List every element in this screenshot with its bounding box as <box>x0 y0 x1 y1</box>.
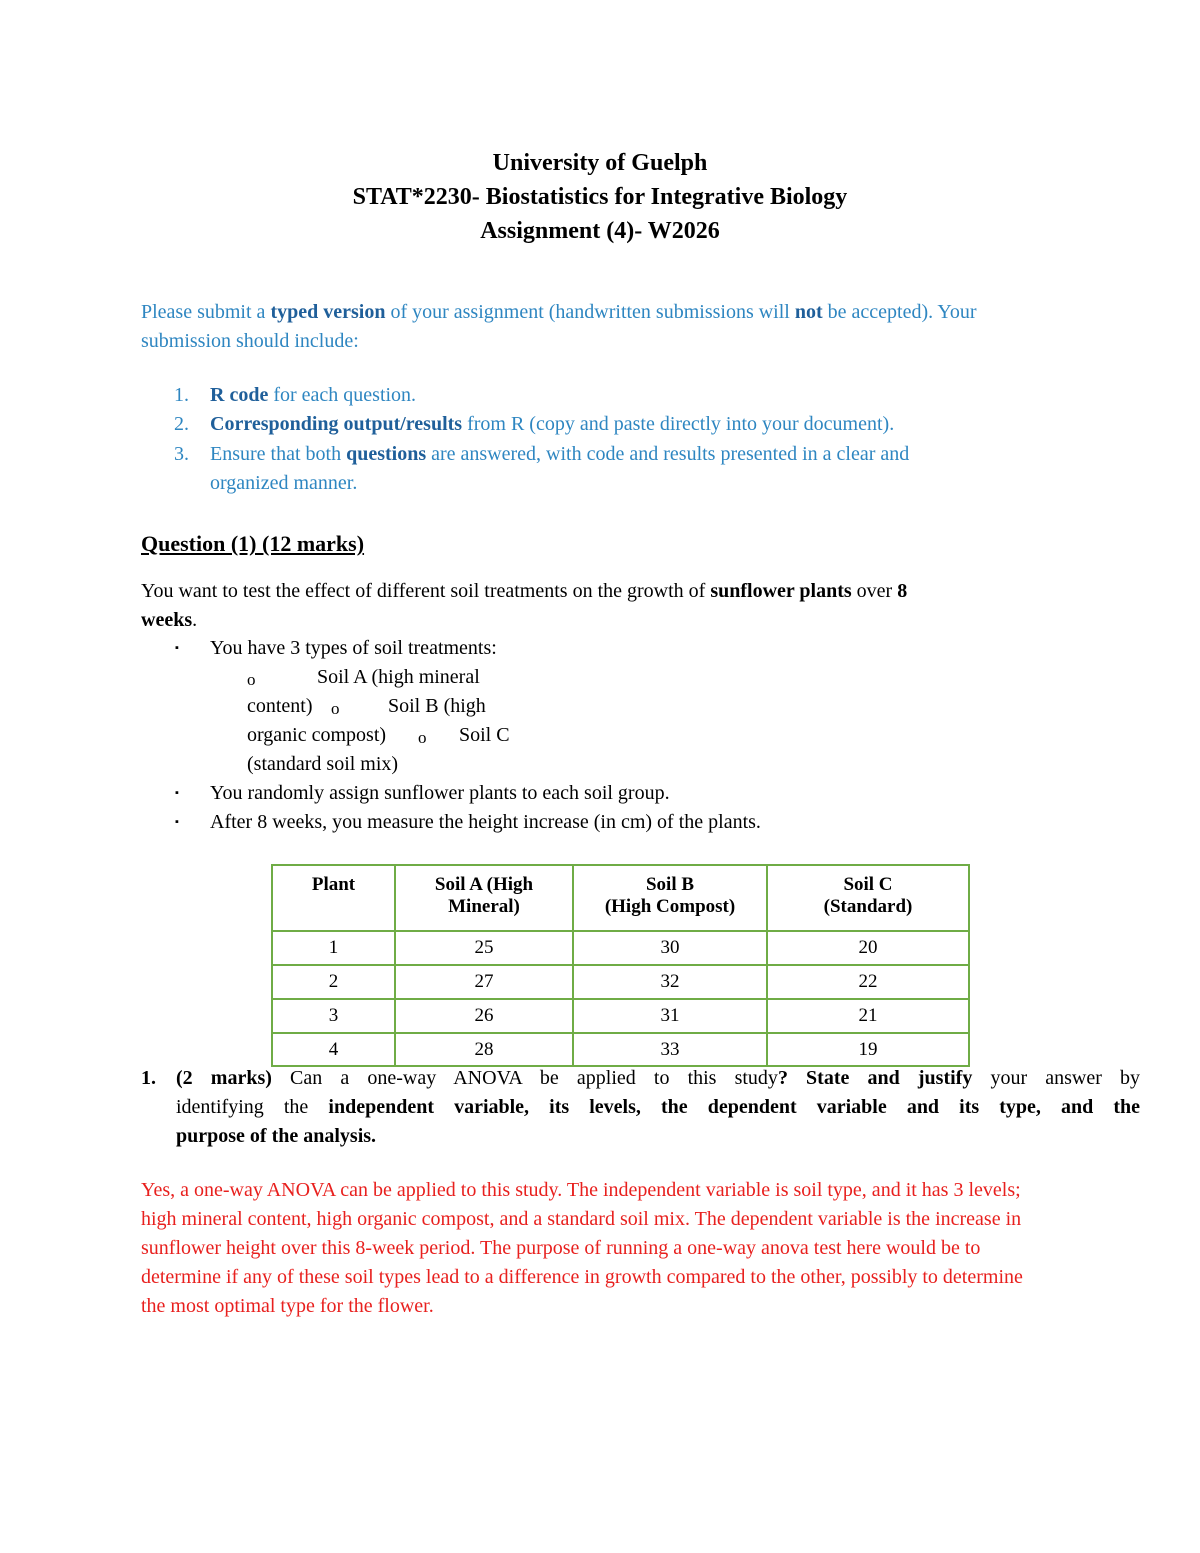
part-1-line3: purpose of the analysis. <box>176 1125 377 1147</box>
part-1-text: Can a one-way ANOVA be applied to this study <box>271 1067 778 1089</box>
list-number: 1. <box>174 384 189 406</box>
instruction-text: are answered, with code and results presented in a clear and <box>426 443 910 465</box>
instructions-line1 <box>141 301 977 324</box>
instruction-item-2 <box>210 413 894 436</box>
intro-text: over <box>851 580 898 602</box>
instructions-emphasis: not <box>794 301 823 323</box>
assignment-title: Assignment (4)- W2026 <box>480 218 720 244</box>
table-cell: 32 <box>573 965 767 999</box>
bullet-icon: ▪ <box>175 816 179 828</box>
table-cell: 28 <box>395 1033 573 1066</box>
bullet-icon: ▪ <box>175 787 179 799</box>
header-text: Mineral) <box>448 896 520 917</box>
intro-text: You want to test the effect of different soil treatments on the growth of <box>141 580 711 602</box>
answer-line-3: sunflower height over this 8-week period. The purpose of running a one-way anova test here would be to <box>141 1237 981 1259</box>
part-1-marks: (2 marks) <box>176 1067 272 1089</box>
instruction-text: for each question. <box>268 384 417 406</box>
table-cell: 22 <box>767 965 969 999</box>
table-cell: 2 <box>272 965 395 999</box>
soil-line-2a: content) <box>247 695 313 717</box>
soil-line-3a: organic compost) <box>247 724 387 746</box>
table-cell: 20 <box>767 931 969 965</box>
table-cell: 1 <box>272 931 395 965</box>
instruction-text: from R (copy and paste directly into your document). <box>462 413 895 435</box>
table-cell: 25 <box>395 931 573 965</box>
table-cell: 27 <box>395 965 573 999</box>
table-header-row <box>272 865 969 931</box>
table-row <box>272 1033 969 1066</box>
table-row <box>272 965 969 999</box>
header-text: (Standard) <box>823 896 913 917</box>
bullet-random-assign: You randomly assign sunflower plants to each soil group. <box>210 782 670 804</box>
instructions-text: be accepted). Your <box>822 301 977 323</box>
header-text: Soil A (High <box>434 874 534 895</box>
university-title: University of Guelph <box>492 150 708 176</box>
table-cell: 21 <box>767 999 969 1033</box>
table-cell: 31 <box>573 999 767 1033</box>
table-header-soil-c <box>767 865 969 931</box>
soil-line-4: (standard soil mix) <box>247 753 399 775</box>
intro-emphasis: weeks <box>141 609 193 631</box>
question-1-intro-line2 <box>141 609 197 632</box>
instruction-text: Ensure that both <box>210 443 347 465</box>
table-cell: 33 <box>573 1033 767 1066</box>
table-cell: 4 <box>272 1033 395 1066</box>
instruction-item-3-line2: organized manner. <box>210 472 358 494</box>
instruction-emphasis: R code <box>210 384 269 406</box>
instructions-emphasis: typed version <box>270 301 386 323</box>
instructions-text: Please submit a <box>141 301 271 323</box>
table-cell: 19 <box>767 1033 969 1066</box>
instruction-item-3 <box>210 443 909 466</box>
table-cell: 30 <box>573 931 767 965</box>
sub-bullet-icon: o <box>247 670 256 689</box>
instruction-emphasis: questions <box>346 443 427 465</box>
instructions-text: of your assignment (handwritten submissions will <box>385 301 795 323</box>
instruction-emphasis: Corresponding output/results <box>210 413 463 435</box>
bullet-soil-types: You have 3 types of soil treatments: <box>210 637 497 659</box>
list-number: 3. <box>174 443 189 465</box>
course-title: STAT*2230- Biostatistics for Integrative Biology <box>352 184 848 210</box>
header-text: Soil C <box>843 874 893 895</box>
part-1-emphasis: ? State and justify <box>777 1067 973 1089</box>
table-header-plant <box>272 865 395 931</box>
instructions-line2: submission should include: <box>141 330 359 352</box>
soil-line-3b: Soil C <box>459 724 510 746</box>
table-cell: 3 <box>272 999 395 1033</box>
answer-line-1: Yes, a one-way ANOVA can be applied to this study. The independent variable is soil type, and it has 3 levels; <box>141 1179 1021 1201</box>
intro-emphasis: 8 <box>897 580 908 602</box>
intro-text: . <box>192 609 198 631</box>
answer-line-2: high mineral content, high organic compost, and a standard soil mix. The dependent variable is the increase in <box>141 1208 1022 1230</box>
table-row <box>272 999 969 1033</box>
table-header-soil-b <box>573 865 767 931</box>
sub-bullet-icon: o <box>331 699 340 718</box>
sub-bullet-icon: o <box>418 728 427 747</box>
instruction-item-1 <box>210 384 416 407</box>
part-1-text: your answer by <box>972 1067 1141 1089</box>
soil-line-2b: Soil B (high <box>388 695 486 717</box>
answer-line-4: determine if any of these soil types lead to a difference in growth compared to the other, possibly to determine <box>141 1266 1023 1288</box>
answer-line-5: the most optimal type for the flower. <box>141 1295 434 1317</box>
intro-emphasis: sunflower plants <box>710 580 852 602</box>
question-1-title: Question (1) (12 marks) <box>141 531 365 556</box>
question-1-intro <box>141 580 907 603</box>
part-1-emphasis: independent variable, its levels, the dependent variable and its type, and the <box>328 1096 1140 1118</box>
header-text: (High Compost) <box>604 896 736 917</box>
part-1-text: identifying the <box>176 1096 329 1118</box>
part-1-number: 1. <box>141 1067 156 1089</box>
soil-data-table <box>271 864 970 1067</box>
header-text: Plant <box>311 874 356 895</box>
table-row <box>272 931 969 965</box>
list-number: 2. <box>174 413 189 435</box>
bullet-icon: ▪ <box>175 642 179 654</box>
part-1-line1 <box>176 1067 1140 1090</box>
header-text: Soil B <box>645 874 695 895</box>
bullet-measure: After 8 weeks, you measure the height increase (in cm) of the plants. <box>210 811 761 833</box>
soil-line-1: Soil A (high mineral <box>317 666 480 688</box>
table-cell: 26 <box>395 999 573 1033</box>
part-1-line2 <box>176 1096 1140 1119</box>
table-header-soil-a <box>395 865 573 931</box>
